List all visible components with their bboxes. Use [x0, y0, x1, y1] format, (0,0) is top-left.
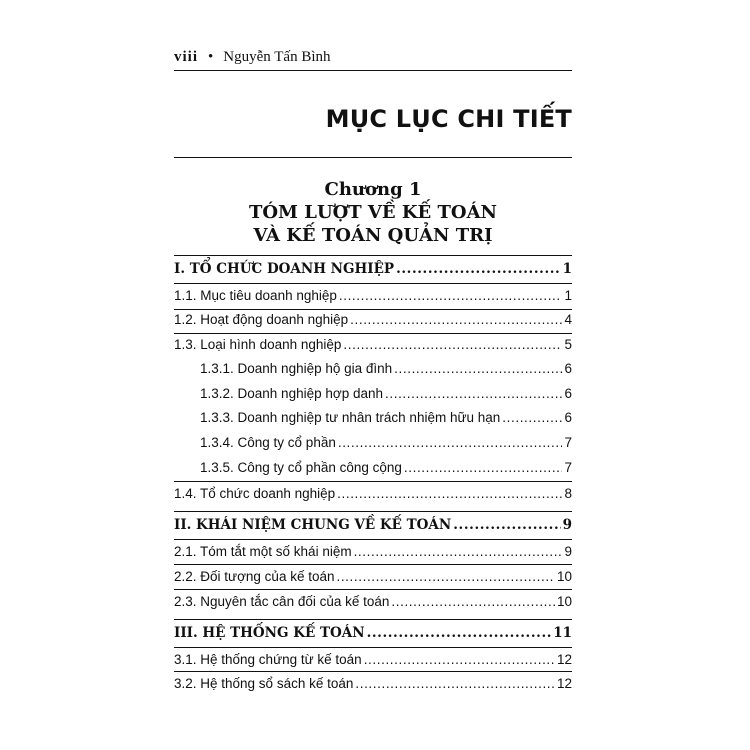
toc-entry-page: 8	[564, 486, 572, 501]
page-number: viii	[174, 49, 199, 65]
dot-leader	[453, 514, 560, 536]
toc-entry-title: 2.3. Nguyên tắc cân đối của kế toán	[174, 594, 390, 609]
entry-rule	[174, 589, 572, 590]
toc-entry-page: 1	[562, 261, 572, 277]
toc-entry-title: 3.2. Hệ thống sổ sách kế toán	[174, 676, 354, 691]
dot-leader	[338, 432, 563, 454]
dot-leader	[339, 285, 563, 307]
toc-entry-page: 9	[562, 517, 572, 533]
toc-entry-title: 1.4. Tổ chức doanh nghiệp	[174, 486, 336, 501]
entry-rule	[174, 481, 572, 482]
toc-entry-title: 1.2. Hoạt động doanh nghiệp	[174, 312, 349, 327]
toc-entry-3-1[interactable]	[174, 649, 572, 671]
toc-entry-page: 10	[556, 594, 572, 609]
toc-entry-3-2[interactable]	[174, 673, 572, 695]
toc-entry-page: 7	[564, 435, 572, 450]
toc-entry-title: 2.1. Tóm tắt một số khái niệm	[174, 544, 352, 559]
toc-entry-title: 3.1. Hệ thống chứng từ kế toán	[174, 652, 362, 667]
toc-entry-1-3-1[interactable]	[200, 358, 572, 380]
running-head	[174, 49, 572, 66]
toc-entry-page: 6	[564, 386, 572, 401]
dot-leader	[337, 483, 562, 505]
toc-entry-2-2[interactable]	[174, 566, 572, 588]
chapter-heading	[174, 178, 572, 247]
entry-rule	[174, 671, 572, 672]
dot-leader	[354, 541, 563, 563]
dot-leader	[404, 457, 563, 479]
toc-entry-1-3-4[interactable]	[200, 432, 572, 454]
toc-entry-title: 1.3.1. Doanh nghiệp hộ gia đình	[200, 361, 393, 376]
bullet-separator: •	[208, 49, 214, 65]
chapter-label: Chương 1	[324, 179, 422, 200]
toc-entry-title: 1.3.2. Doanh nghiệp hợp danh	[200, 386, 384, 401]
toc-entry-page: 12	[556, 676, 572, 691]
dot-leader	[502, 407, 562, 429]
toc-entry-1-3-3[interactable]	[200, 407, 572, 429]
entry-rule	[174, 647, 572, 648]
toc-entry-2-1[interactable]	[174, 541, 572, 563]
dot-leader	[385, 383, 562, 405]
toc-entry-page: 7	[564, 460, 572, 475]
author-name: Nguyễn Tấn Bình	[223, 49, 331, 65]
dot-leader	[396, 258, 561, 280]
toc-entry-page: 6	[564, 361, 572, 376]
dot-leader	[391, 591, 555, 613]
section-rule	[174, 255, 572, 256]
toc-entry-page: 10	[556, 569, 572, 584]
toc-entry-2-3[interactable]	[174, 591, 572, 613]
dot-leader	[367, 622, 552, 644]
entry-rule	[174, 539, 572, 540]
toc-section-1[interactable]	[174, 258, 572, 280]
toc-entry-1-3[interactable]	[174, 334, 572, 356]
section-rule	[174, 511, 572, 512]
toc-entry-title: 1.3.3. Doanh nghiệp tư nhân trách nhiệm hữu hạn	[200, 410, 501, 425]
toc-entry-1-2[interactable]	[174, 309, 572, 331]
dot-leader	[394, 358, 562, 380]
dot-leader	[350, 309, 562, 331]
toc-entry-title: III. HỆ THỐNG KẾ TOÁN	[174, 625, 365, 641]
toc-entry-page: 11	[553, 625, 572, 641]
entry-rule	[174, 283, 572, 284]
toc-entry-1-3-2[interactable]	[200, 383, 572, 405]
toc-entry-title: 1.3.4. Công ty cổ phần	[200, 435, 336, 450]
toc-entry-1-1[interactable]	[174, 285, 572, 307]
page-title: MỤC LỤC CHI TIẾT	[325, 105, 572, 133]
toc-entry-1-3-5[interactable]	[200, 457, 572, 479]
toc-entry-page: 4	[564, 312, 572, 327]
entry-rule	[174, 564, 572, 565]
toc-entry-page: 9	[564, 544, 572, 559]
toc-entry-title: 2.2. Đối tượng của kế toán	[174, 569, 335, 584]
toc-entry-1-4[interactable]	[174, 483, 572, 505]
dot-leader	[336, 566, 554, 588]
toc-entry-title: I. TỔ CHỨC DOANH NGHIỆP	[174, 261, 395, 277]
dot-leader	[355, 673, 555, 695]
dot-leader	[343, 334, 562, 356]
toc-entry-title: II. KHÁI NIỆM CHUNG VỀ KẾ TOÁN	[174, 517, 452, 533]
toc-entry-title: 1.3. Loại hình doanh nghiệp	[174, 337, 342, 352]
toc-entry-title: 1.1. Mục tiêu doanh nghiệp	[174, 288, 337, 303]
title-rule	[174, 157, 572, 158]
dot-leader	[364, 649, 555, 671]
toc-entry-page: 12	[556, 652, 572, 667]
toc-entry-page: 6	[564, 410, 572, 425]
header-rule	[174, 70, 572, 71]
toc-entry-page: 1	[564, 288, 572, 303]
section-rule	[174, 619, 572, 620]
toc-section-3[interactable]	[174, 622, 572, 644]
toc-section-2[interactable]	[174, 514, 572, 536]
chapter-title-line-1: TÓM LƯỢT VỀ KẾ TOÁN	[248, 202, 498, 223]
toc-entry-title: 1.3.5. Công ty cổ phần công cộng	[200, 460, 402, 475]
chapter-title-line-2: VÀ KẾ TOÁN QUẢN TRỊ	[253, 225, 493, 246]
toc-entry-page: 5	[564, 337, 572, 352]
